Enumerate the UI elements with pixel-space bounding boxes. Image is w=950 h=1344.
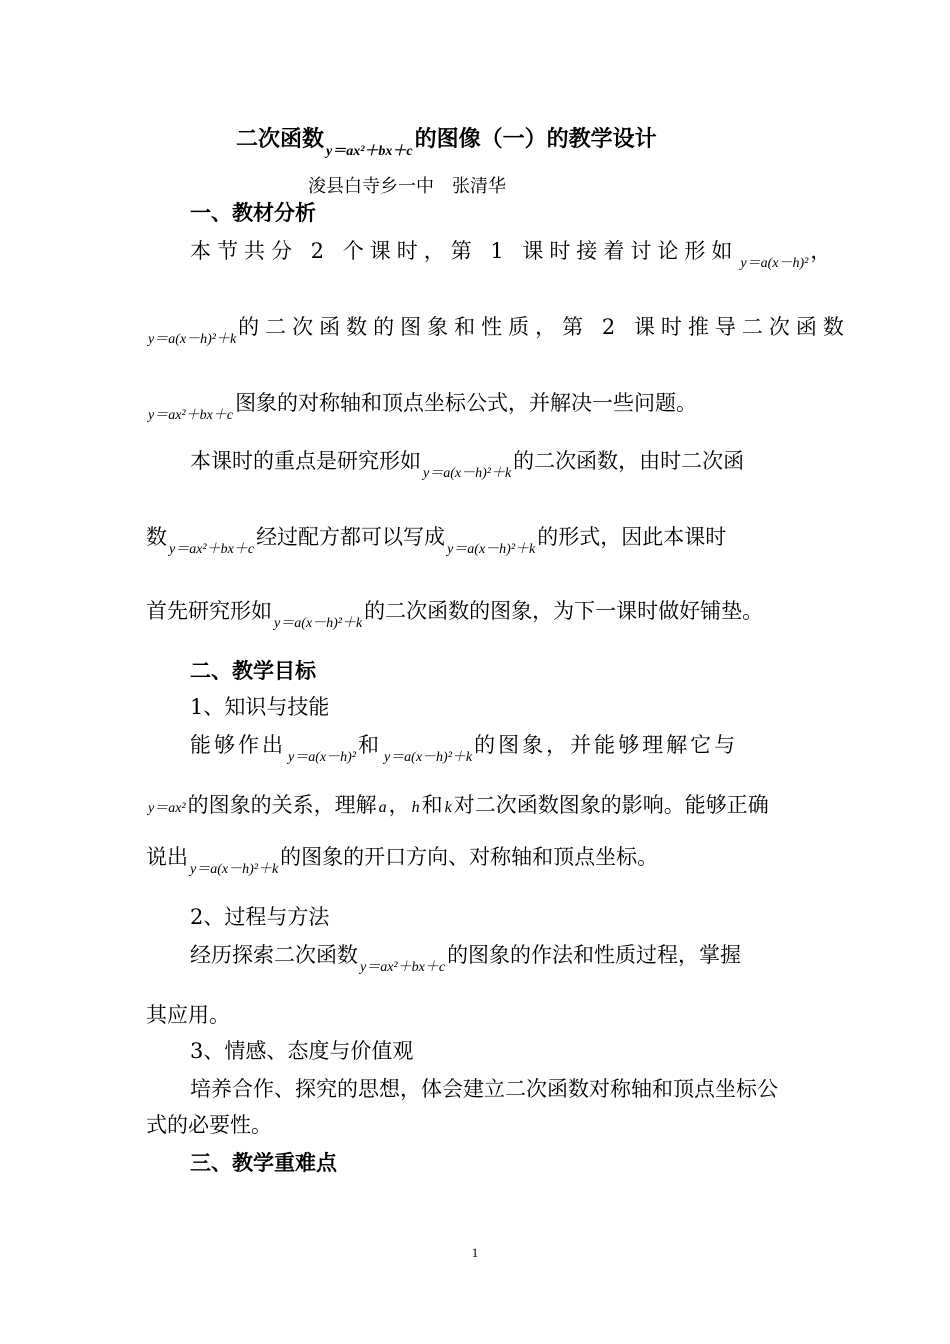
paragraph-line: 数$_{y=ax^2+bx+c}$经过配方都可以写成$_{y=a(x-h)^2+k}$的形式，因此本课时 bbox=[146, 525, 727, 557]
formula: y＝ax² bbox=[148, 801, 186, 816]
paragraph-line: 其应用。 bbox=[146, 1003, 230, 1027]
document-title: 二次函数 $_{y=ax^2+bx+c}$的图像（一）的教学设计 bbox=[236, 126, 657, 159]
paragraph-line: 本课时的重点是研究形如$_{y=a(x-h)^2+k}$的二次函数，由时二次函 bbox=[190, 449, 745, 481]
paragraph-line: 式的必要性。 bbox=[146, 1113, 272, 1137]
page-number: 1 bbox=[471, 1245, 479, 1260]
subsection-heading: 3、情感、态度与价值观 bbox=[190, 1039, 414, 1063]
author-line: 浚县白寺乡一中 张清华 bbox=[308, 176, 506, 197]
title-formula: y＝ax²＋bx＋c bbox=[326, 144, 413, 159]
subsection-heading: 2、过程与方法 bbox=[190, 905, 330, 929]
formula: y＝ax²＋bx＋c bbox=[148, 408, 234, 423]
paragraph-line: 培养合作、探究的思想，体会建立二次函数对称轴和顶点坐标公 bbox=[190, 1077, 778, 1101]
formula: y＝a(x－h)²＋k bbox=[423, 466, 512, 481]
paragraph-line: 说出$_{y=a(x-h)^2+k}$的图象的开口方向、对称轴和顶点坐标。 bbox=[146, 845, 659, 877]
paragraph-line: $_{y=ax^2+bx+c}$图象的对称轴和顶点坐标公式，并解决一些问题。 bbox=[148, 391, 698, 423]
formula: y＝a(x－h)² bbox=[740, 256, 809, 271]
paragraph-line: $_{y=a(x-h)^2+k}$的二次函数的图象和性质，第 2 课时推导二次函数 bbox=[148, 315, 850, 347]
section-heading-3: 三、教学重难点 bbox=[190, 1150, 337, 1175]
paragraph-line: y＝ax²的图象的关系，理解 a， h和 k对二次函数图象的影响。能够正确 bbox=[148, 793, 769, 817]
paragraph-line: 本节共分 2 个课时，第 1 课时接着讨论形如$_{y=a(x-h)^2}$， bbox=[190, 239, 838, 271]
formula: y＝ax²＋bx＋c bbox=[360, 960, 446, 975]
formula: y＝a(x－h)²＋k bbox=[274, 616, 363, 631]
subsection-heading: 1、知识与技能 bbox=[190, 695, 330, 719]
section-heading-2: 二、教学目标 bbox=[190, 658, 316, 683]
paragraph-line: 经历探索二次函数$_{y=ax^2+bx+c}$的图象的作法和性质过程，掌握 bbox=[190, 943, 742, 975]
paragraph-line: 首先研究形如$_{y=a(x-h)^2+k}$的二次函数的图象，为下一课时做好铺垫。 bbox=[146, 599, 764, 631]
formula: y＝a(x－h)²＋k bbox=[447, 542, 536, 557]
paragraph-line: 能够作出$_{y=a(x-h)^2}$和$_{y=a(x-h)^2+k}$的图象，并能够理解它与 bbox=[190, 733, 739, 765]
formula: y＝a(x－h)² bbox=[288, 750, 356, 765]
formula: y＝a(x－h)²＋k bbox=[148, 332, 237, 347]
formula: y＝a(x－h)²＋k bbox=[383, 750, 473, 765]
formula: y＝ax²＋bx＋c bbox=[169, 542, 255, 557]
formula: y＝a(x－h)²＋k bbox=[190, 862, 279, 877]
section-heading-1: 一、教材分析 bbox=[190, 200, 316, 225]
